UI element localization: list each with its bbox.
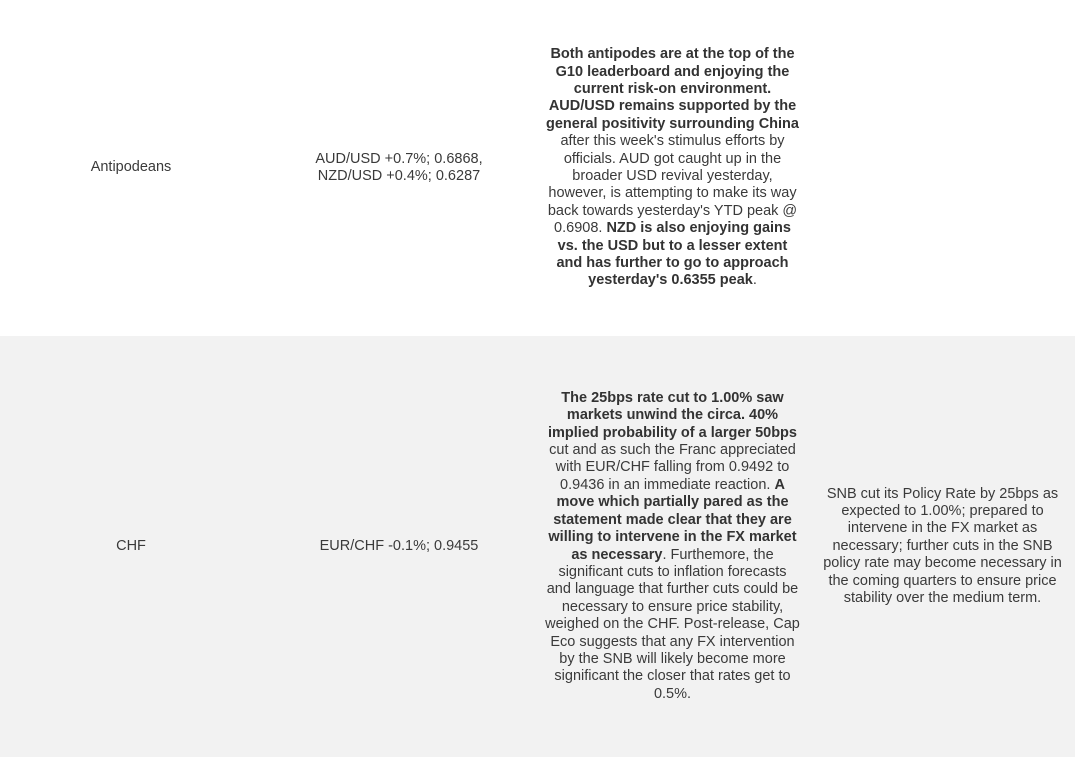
commentary-bold: NZD is also enjoying gains vs. the USD but to a lesser extent and has further to go to approach yesterday's 0.6355 peak xyxy=(556,220,791,289)
commentary-cell xyxy=(545,0,800,336)
price-move-cell xyxy=(268,336,530,757)
commentary-text xyxy=(545,390,800,703)
commentary-bold: The 25bps rate cut to 1.00% saw markets unwind the circa. 40% implied probability of a larger 50bps xyxy=(548,389,797,441)
commentary-plain: . Furthemore, the significant cuts to inflation forecasts and language that further cuts could be necessary to ensure price stability, weighed on the CHF. Post-release, Cap Eco suggests that any FX intervention by the SNB will likely become more significant the closer that rates get to 0.5%. xyxy=(545,546,800,702)
currency-label: CHF xyxy=(116,537,146,554)
price-move-line: EUR/CHF -0.1%; 0.9455 xyxy=(319,537,479,554)
table-row-chf xyxy=(0,336,1075,757)
table-row-antipodeans xyxy=(0,0,1075,336)
commentary-plain: . xyxy=(752,272,757,289)
event-text: SNB cut its Policy Rate by 25bps as expected to 1.00%; prepared to intervene in the FX market as necessary; further cuts in the SNB policy rate may become necessary in the coming quarters to ensure price stability over the medium term. xyxy=(823,485,1062,607)
commentary-bold: Both antipodes are at the top of the G10 leaderboard and enjoying the current risk-on environment. AUD/USD remains supported by the general positivity surrounding China xyxy=(546,46,799,132)
commentary-plain: after this week's stimulus efforts by officials. AUD got caught up in the broader USD revival yesterday, however, is attempting to make its way back towards yesterday's YTD peak @ 0.6908. xyxy=(547,133,798,237)
commentary-plain: cut and as such the Franc appreciated with EUR/CHF falling from 0.9492 to 0.9436 in an immediate reaction. xyxy=(549,442,796,493)
price-move-line: AUD/USD +0.7%; 0.6868, xyxy=(315,150,483,167)
price-move-cell xyxy=(268,0,530,336)
price-move-line: NZD/USD +0.4%; 0.6287 xyxy=(317,168,481,184)
currency-cell xyxy=(0,0,262,336)
event-cell xyxy=(815,0,1070,336)
commentary-cell xyxy=(545,336,800,757)
event-cell xyxy=(815,336,1070,757)
currency-label: Antipodeans xyxy=(90,159,172,176)
commentary-bold: A move which partially pared as the statement made clear that they are willing to intervene in the FX market as necessary xyxy=(548,476,797,563)
currency-cell xyxy=(0,336,262,757)
commentary-text xyxy=(545,46,800,290)
